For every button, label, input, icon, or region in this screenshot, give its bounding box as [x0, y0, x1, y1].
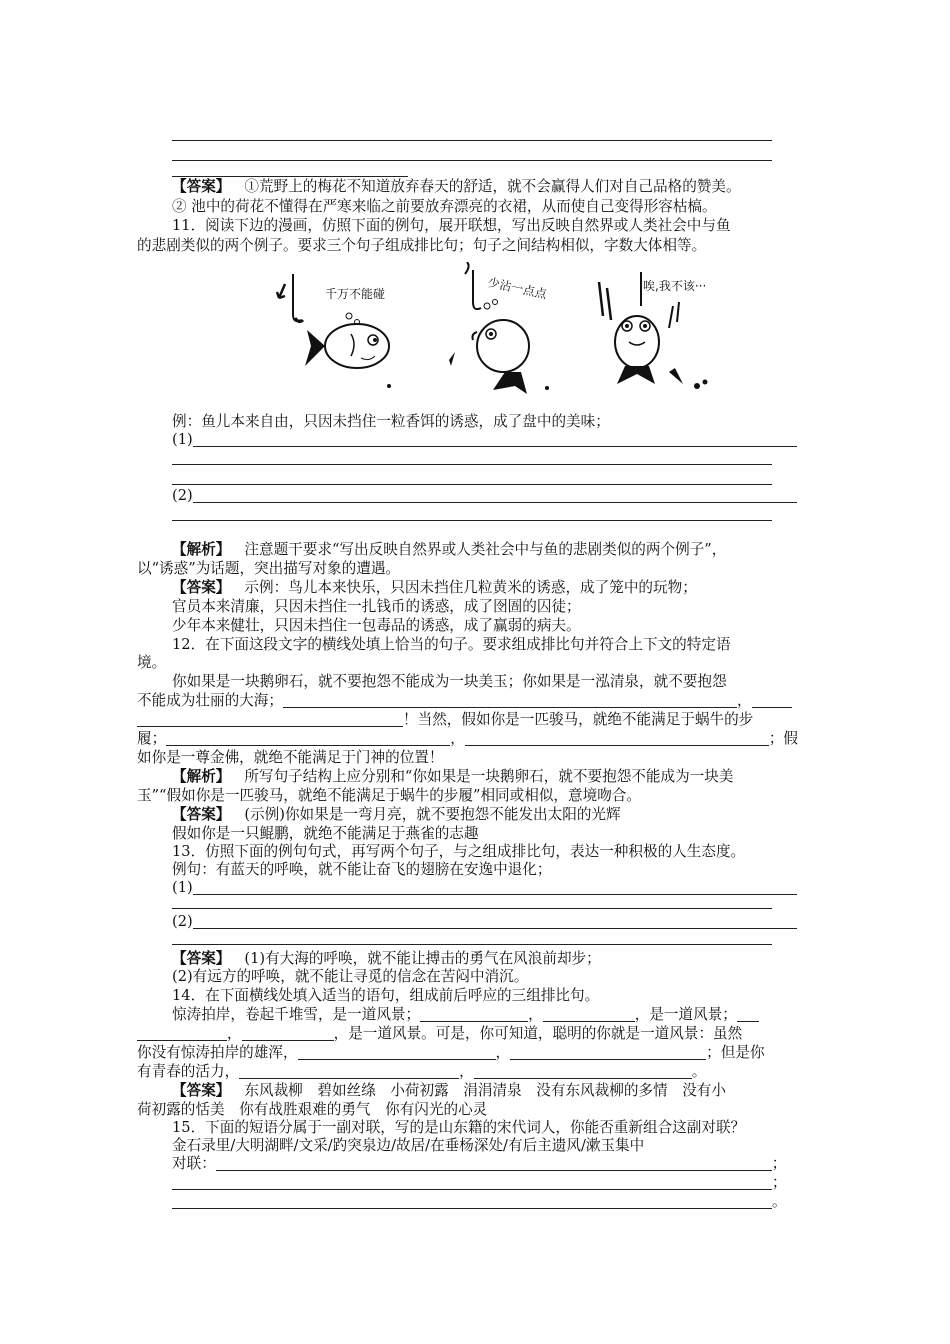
- q13-blank-1: (1): [172, 879, 797, 897]
- fish-panel-1: [277, 274, 391, 388]
- q13-prompt: 13．仿照下面的例句句式，再写两个句子，与之组成排比句，表达一种积极的人生态度。: [172, 843, 746, 860]
- q14-text-line1: 惊涛拍岸，卷起千堆雪，是一道风景； ， ，是一道风景；: [172, 1006, 759, 1024]
- q11-prompt-line2: 的悲剧类似的两个例子。要求三个句子组成排比句；句子之间结构相似，字数大体相等。: [137, 237, 707, 254]
- speech-bubble-3: 唉,我不该···: [643, 279, 707, 293]
- answer-line: [172, 140, 772, 141]
- q14-blank-6[interactable]: [510, 1045, 706, 1060]
- q11-example: 例：鱼儿本来自由，只因未挡住一粒香饵的诱惑，成了盘中的美味；: [172, 413, 610, 430]
- q12-text-line3: ！当然，假如你是一匹骏马，就绝不能满足于蜗牛的步: [137, 711, 753, 729]
- q15-couplet-blank-3[interactable]: [172, 1194, 772, 1209]
- answer-line: [172, 176, 408, 177]
- q12-text-line2: 不能成为壮丽的大海； ，: [137, 692, 792, 710]
- q14-text-line4: 有青春的活力， ， 。: [137, 1063, 707, 1080]
- q13-example: 例句：有蓝天的呼唤，就不能让奋飞的翅膀在安逸中退化；: [172, 861, 552, 878]
- q14-blank-2[interactable]: [543, 1007, 635, 1022]
- q12-text-line5: 如你是一尊金佛，就绝不能满足于门神的位置！: [137, 749, 444, 766]
- q15-couplet-blank-1[interactable]: [216, 1156, 772, 1171]
- q14-blank-3b[interactable]: [137, 1026, 227, 1041]
- q12-answer-line2: 假如你是一只鲲鹏，就绝不能满足于燕雀的志趣: [172, 825, 479, 842]
- answer-line: [172, 908, 772, 909]
- answer-line: [172, 464, 772, 465]
- q14-text-line2: ， ，是一道风景。可是，你可知道，聪明的你就是一道风景：虽然: [137, 1025, 742, 1043]
- q13-answer-line2: (2)有远方的呼唤，就不能让寻觅的信念在苦闷中消沉。: [172, 968, 529, 985]
- q15-couplet-line2: ；: [172, 1174, 787, 1192]
- q14-answer-line1: 【答案】 东风裁柳 碧如丝绦 小荷初露 涓涓清泉 没有东风裁柳的多情 没有小: [172, 1082, 726, 1099]
- q12-analysis-line1: 【解析】 所写句子结构上应分别和“你如果是一块鹅卵石，就不要抱怨不能成为一块美: [172, 768, 734, 785]
- q11-analysis-line1: 【解析】 注意题干要求“写出反映自然界或人类社会中与鱼的悲剧类似的两个例子”，: [172, 541, 727, 558]
- q12-blank-2[interactable]: [752, 693, 792, 708]
- q14-prompt: 14．在下面横线处填入适当的语句，组成前后呼应的三组排比句。: [172, 987, 600, 1004]
- q13-answer-line-1[interactable]: [193, 880, 797, 895]
- q10-answer-line2: ② 池中的荷花不懂得在严寒来临之前要放弃漂亮的衣裙，从而使自己变得形容枯槁。: [172, 198, 717, 215]
- q14-answer-line2: 荷初露的恬美 你有战胜艰难的勇气 你有闪光的心灵: [137, 1101, 488, 1118]
- q11-answer-line-1[interactable]: [193, 432, 797, 447]
- q15-couplet-line3: 。: [172, 1193, 787, 1211]
- q12-text-line4: 履； ， ；假: [137, 730, 799, 747]
- q11-answer-line1: 【答案】 示例：鸟儿本来快乐，只因未挡住几粒黄米的诱惑，成了笼中的玩物；: [172, 579, 697, 596]
- q12-prompt-line2: 境。: [137, 654, 167, 671]
- q14-blank-4[interactable]: [242, 1026, 334, 1041]
- q12-answer-line1: 【答案】 (示例)你如果是一弯月亮，就不要抱怨不能发出太阳的光辉: [172, 806, 621, 823]
- q14-blank-8[interactable]: [474, 1064, 692, 1079]
- q11-prompt-line1: 11．阅读下边的漫画，仿照下面的例句，展开联想，写出反映自然界或人类社会中与鱼: [172, 217, 731, 234]
- q14-blank-5[interactable]: [298, 1045, 496, 1060]
- q12-blank-3[interactable]: [137, 712, 403, 727]
- q15-phrases: 金石录里/大明湖畔/文采/趵突泉边/故居/在垂杨深处/有后主遗风/漱玉集中: [172, 1137, 645, 1154]
- q11-answer-line-2[interactable]: [193, 488, 797, 503]
- q13-answer-line1: 【答案】 (1)有大海的呼唤，就不能让搏击的勇气在风浪前却步；: [172, 950, 601, 967]
- q11-blank-2: (2): [172, 487, 797, 505]
- q14-blank-7[interactable]: [239, 1064, 459, 1079]
- q12-blank-4[interactable]: [166, 731, 450, 746]
- fish-panel-2: [449, 262, 549, 394]
- q11-answer-line2: 官员本来清廉，只因未挡住一扎钱币的诱惑，成了囹圄的囚徒；: [172, 598, 581, 615]
- answer-line: [172, 160, 772, 161]
- fish-cartoon-illustration: [265, 262, 725, 402]
- q15-couplet-line1: 对联： ；: [172, 1155, 787, 1172]
- q11-analysis-line2: 以“诱惑”为话题，突出描写对象的遭遇。: [137, 560, 401, 577]
- fish-panel-3: [599, 272, 708, 389]
- q15-couplet-blank-2[interactable]: [172, 1175, 772, 1190]
- speech-bubble-1: 千万不能碰: [325, 287, 386, 301]
- q13-answer-line-2[interactable]: [193, 914, 797, 929]
- speech-bubble-2: 少沾一点点: [486, 275, 548, 302]
- answer-label: 【答案】: [172, 178, 231, 195]
- q10-answer-line1: 【答案】 ①荒野上的梅花不知道放弃春天的舒适，就不会赢得人们对自己品格的赞美。: [172, 178, 741, 195]
- q11-answer-line3: 少年本来健壮，只因未挡住一包毒品的诱惑，成了赢弱的病夫。: [172, 617, 581, 634]
- q11-blank-1: (1): [172, 431, 797, 449]
- q12-blank-5[interactable]: [465, 731, 769, 746]
- answer-line: [172, 944, 772, 945]
- q15-prompt: 15．下面的短语分属于一副对联，写的是山东籍的宋代词人，你能否重新组合这副对联？: [172, 1119, 746, 1136]
- q14-blank-1[interactable]: [420, 1007, 528, 1022]
- q14-text-line3: 你没有惊涛拍岸的雄浑， ， ；但是你: [137, 1044, 765, 1061]
- q12-analysis-line2: 玉”“假如你是一匹骏马，就绝不能满足于蜗牛的步履”相同或相似，意境吻合。: [137, 787, 641, 804]
- q13-blank-2: (2): [172, 913, 797, 931]
- answer-line: [172, 484, 772, 485]
- q14-blank-3[interactable]: [737, 1007, 759, 1022]
- q12-text-line1: 你如果是一块鹅卵石，就不要抱怨不能成为一块美玉；你如果是一泓清泉，就不要抱怨: [172, 673, 727, 690]
- answer-line: [172, 520, 772, 521]
- q12-blank-1[interactable]: [283, 693, 737, 708]
- q12-prompt-line1: 12．在下面这段文字的横线处填上恰当的句子。要求组成排比句并符合上下文的特定语: [172, 636, 731, 653]
